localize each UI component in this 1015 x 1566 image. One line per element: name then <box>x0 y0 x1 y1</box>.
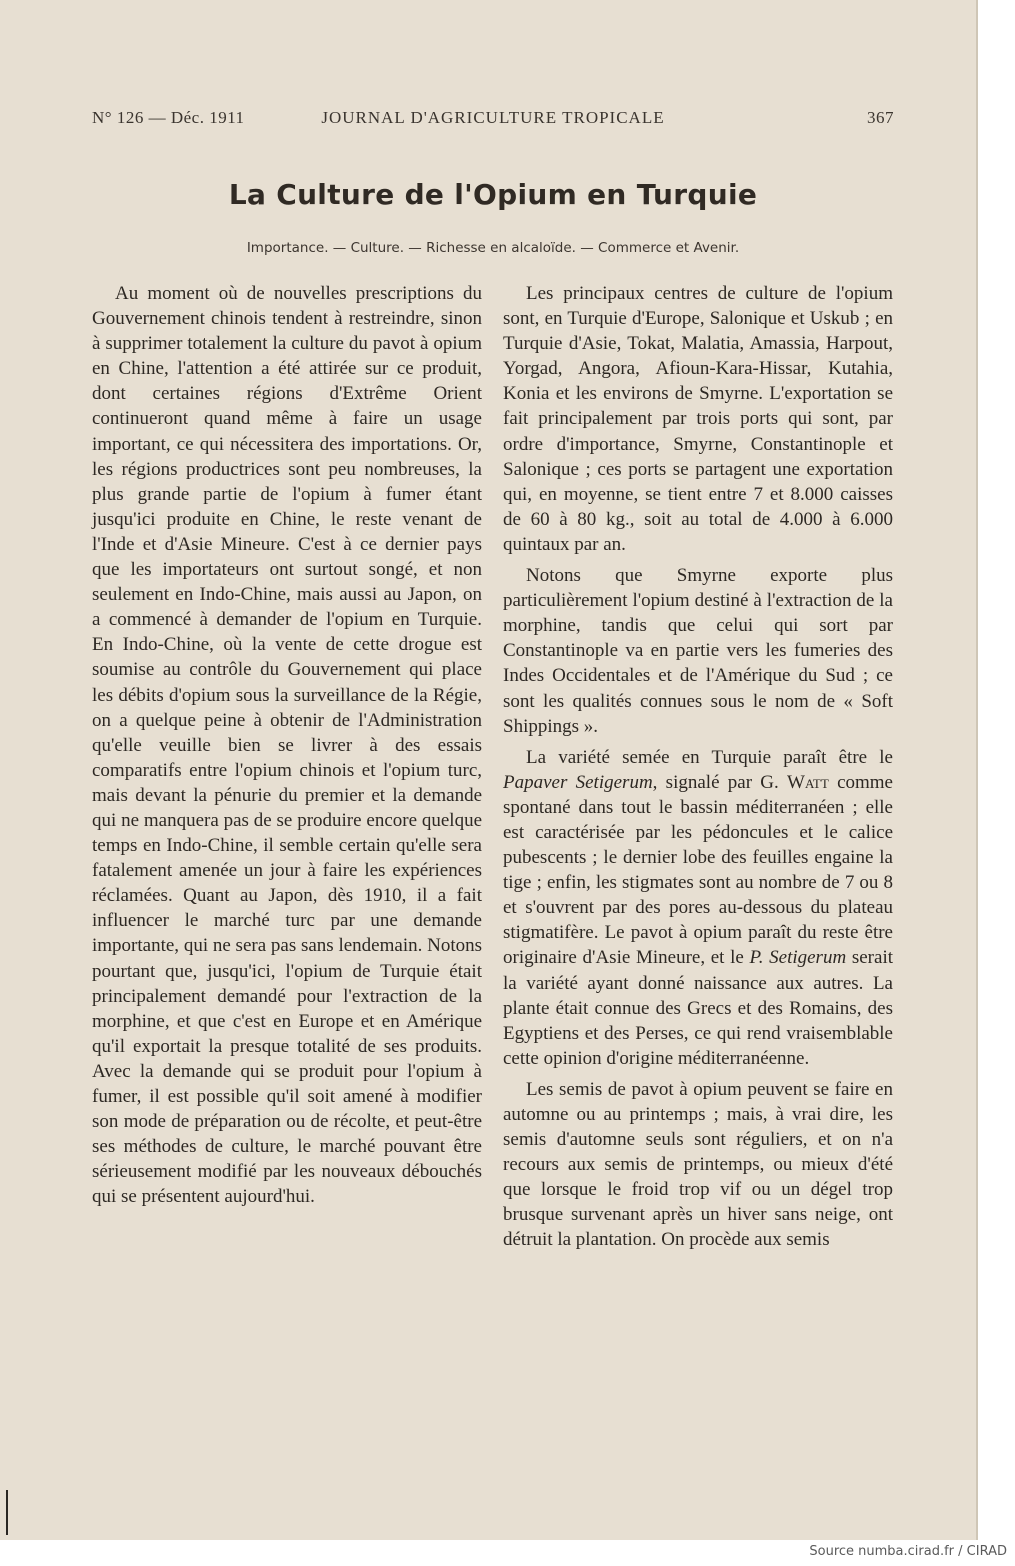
paragraph-text: serait la variété ayant donné naissance aux autres. La plante était connue des Grecs et des Romains, des Egyptiens et des Perses, ce qui rend vraisemblable cette opinion d'origine méditerranéenne. <box>503 947 894 1069</box>
paragraph-text: , signalé par G. <box>652 771 779 793</box>
paragraph: Au moment où de nouvelles prescriptions du Gouvernement chinois tendent à restreindre, sinon à supprimer totalement la culture du pavot à opium en Chine, l'attention a été attirée sur ce produit, dont certaines régions d'Extrême Orient continueront quand même à faire un usage important, ce qui nécessitera des importations. Or, les régions productrices sont peu nombreuses, la plus grande partie de l'opium à fumer étant jusqu'ici produite en Chine, le reste venant de l'Inde et d'Asie Mineure. C'est à ce dernier pays que les importateurs ont surtout songé, et non seulement en Indo-Chine, mais aussi au Japon, on a commencé à demander de l'opium en Turquie. En Indo-Chine, où la vente de cette drogue est soumise au contrôle du Gouvernement qui place les débits d'opium sous la surveillance de la Régie, on a quelque peine à obtenir de l'Administration qu'elle veuille bien se livrer à des essais comparatifs entre l'opium chinois et l'opium turc, mais devant la pénurie du premier et la demande qui ne manquera pas de se produire encore quelque temps en Indo-Chine, il semble certain qu'elle sera fatalement amenée un jour à faire les expériences réclamées. Quant au Japon, dès 1910, il a fait influencer le marché turc par une demande importante, qui ne sera pas sans lendemain. Notons pourtant que, jusqu'ici, l'opium de Turquie était principalement demandé pour l'extraction de la morphine, et que c'est en Europe et en Amérique qu'il exportait la presque totalité de ses produits. Avec la demande qui se produit pour l'opium à fumer, il est possible qu'il soit amené à modifier son mode de préparation ou de récolte, et peut-être ses méthodes de culture, le marché pouvant être sérieusement modifié par les nouveaux débouchés qui se présentent aujourd'hui. <box>92 283 482 1208</box>
paragraph <box>503 745 893 1071</box>
journal-name: JOURNAL D'AGRICULTURE TROPICALE <box>321 108 665 127</box>
source-credit: Source numba.cirad.fr / CIRAD <box>809 1544 1007 1559</box>
right-column <box>503 281 893 1253</box>
article-subtitle: Importance. — Culture. — Richesse en alcaloïde. — Commerce et Avenir. <box>246 240 740 256</box>
paragraph: Les principaux centres de culture de l'opium sont, en Turquie d'Europe, Salonique et Uskub ; en Turquie d'Asie, Tokat, Malatia, Amassia, Harpout, Yorgad, Angora, Afioun-Kara-Hissar, Kutahia, Konia et les environs de Smyrne. L'exportation se fait principalement par trois ports qui sont, par ordre d'importance, Smyrne, Constantinople et Salonique ; ces ports se partagent une exportation qui, en moyenne, se tient entre 7 et 8.000 caisses de 60 à 80 kg., soit au total de 4.000 à 6.000 quintaux par an. <box>503 283 893 555</box>
paragraph-text: La variété semée en Turquie paraît être le <box>526 746 893 768</box>
issue-info: N° 126 — Déc. 1911 <box>92 108 245 127</box>
species-name: P. Setigerum <box>749 947 847 969</box>
paragraph-text: comme spontané dans tout le bassin méditerranéen ; elle est caractérisée par les pédoncules et le calice pubescents ; le dernier lobe des feuilles engaine la tige ; enfin, les stigmates sont au nombre de 7 ou 8 et s'ouvrent par des pores au-dessous du plateau stigmatifère. Le pavot à opium paraît du reste être originaire d'Asie Mineure, et le <box>503 771 893 969</box>
page-number: 367 <box>867 108 894 127</box>
species-name: Papaver Setigerum <box>503 771 653 793</box>
article-title: La Culture de l'Opium en Turquie <box>228 178 758 211</box>
paragraph: Les semis de pavot à opium peuvent se faire en automne ou au printemps ; mais, à vrai dire, les semis d'automne seuls sont réguliers, et on n'a recours aux semis de printemps, ou mieux d'été que lorsque le froid trop vif ou un dégel trop brusque survenant après un hiver sans neige, ont détruit la plantation. On procède aux semis <box>503 1078 893 1251</box>
left-column <box>92 281 482 1209</box>
running-header <box>92 108 894 130</box>
author-name: Watt <box>787 771 829 793</box>
paragraph: Notons que Smyrne exporte plus particulièrement l'opium destiné à l'extraction de la morphine, tandis que celui qui sort par Constantinople va en partie vers les fumeries des Indes Occidentales et de l'Amérique du Sud ; ce sont les qualités connues sous le nom de « Soft Shippings ». <box>503 565 893 737</box>
